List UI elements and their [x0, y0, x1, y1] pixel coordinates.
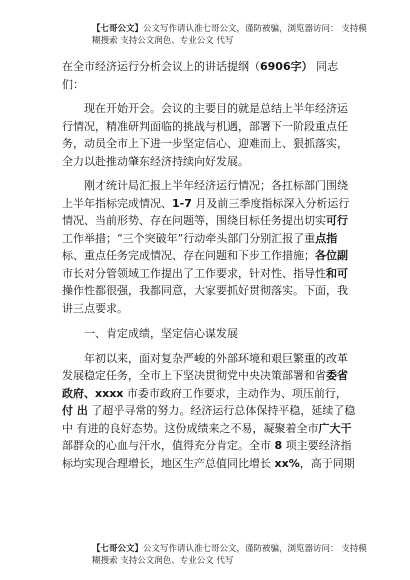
title-word-count: 6906: [260, 60, 291, 73]
footer-line2: 糊搜索 支持公文润色、专业公文 代写: [92, 555, 234, 566]
page-header: [92, 24, 392, 47]
section-heading-1: 一、肯定成绩，坚定信心谋发展: [84, 327, 238, 340]
header-brand: 【七哥公文】: [92, 24, 144, 34]
header-line2: 糊搜索 支持公文润色、专业公文 代写: [92, 35, 234, 46]
document-title: [62, 58, 357, 93]
page-footer: [92, 544, 392, 567]
paragraph-opening: 现在开始开会。会议的主要目的就是总结上半年经济运行情况，精准研判面临的挑战与机遇，部署下一阶段重点任务，动员全市上下进一步坚定信心、迎难而上、狠抓落实，全力以赴推动肇东经济持续向好发展。: [62, 102, 348, 168]
paragraph-achievements: 年初以来，面对复杂严峻的外部环境和艰巨繁重的改革发展稳定任务，全市上下坚决贯彻党中央决策部署和省委省政府、xxxx 市委市政府工作要求，主动作为、项压前行，付 出 了超乎寻常的努力。经济运行总体保持平稳，延续了稳中 有进的良好态势。这份成绩来之不易，凝聚着全市广大干 部群众的心血与汗水，值得充分肯定。全市 8 项主要经济指 标均实现合理增长，地区生产总值同比增长 xx%，高于同期: [62, 351, 356, 470]
document-body: [62, 58, 357, 472]
footer-line1: 公文写作请认准七哥公文，谨防被骗，浏览器访问： 支持模: [143, 544, 367, 554]
title-zi: 字）: [290, 60, 313, 73]
footer-brand: 【七哥公文】: [92, 544, 144, 554]
header-line1: 公文写作请认准七哥公文，谨防被骗，浏览器访问： 支持模: [143, 24, 367, 34]
paragraph-review: 刚才统计局汇报上半年经济运行情况；各扛标部门围绕上半年指标完成情况、1-7 月及前三季度指标深入分析运行 情况、当前形势、存在问题等，围绕目标任务提出切实可行 工作举措；“三个突破年”行动牵头部门分别汇报了重点指 标、重点任务完成情况、存在问题和下步工作措施；各位副 市长对分管领域工作提出了工作要求，针对性、指导性和可 操作性都很强，我都同意，大家要抓好贯彻落实。下面，我 讲三点要求。: [62, 179, 350, 315]
title-text: 在全市经济运行分析会议上的讲话提纲（: [62, 60, 260, 73]
greeting: 同志们：: [62, 60, 339, 91]
